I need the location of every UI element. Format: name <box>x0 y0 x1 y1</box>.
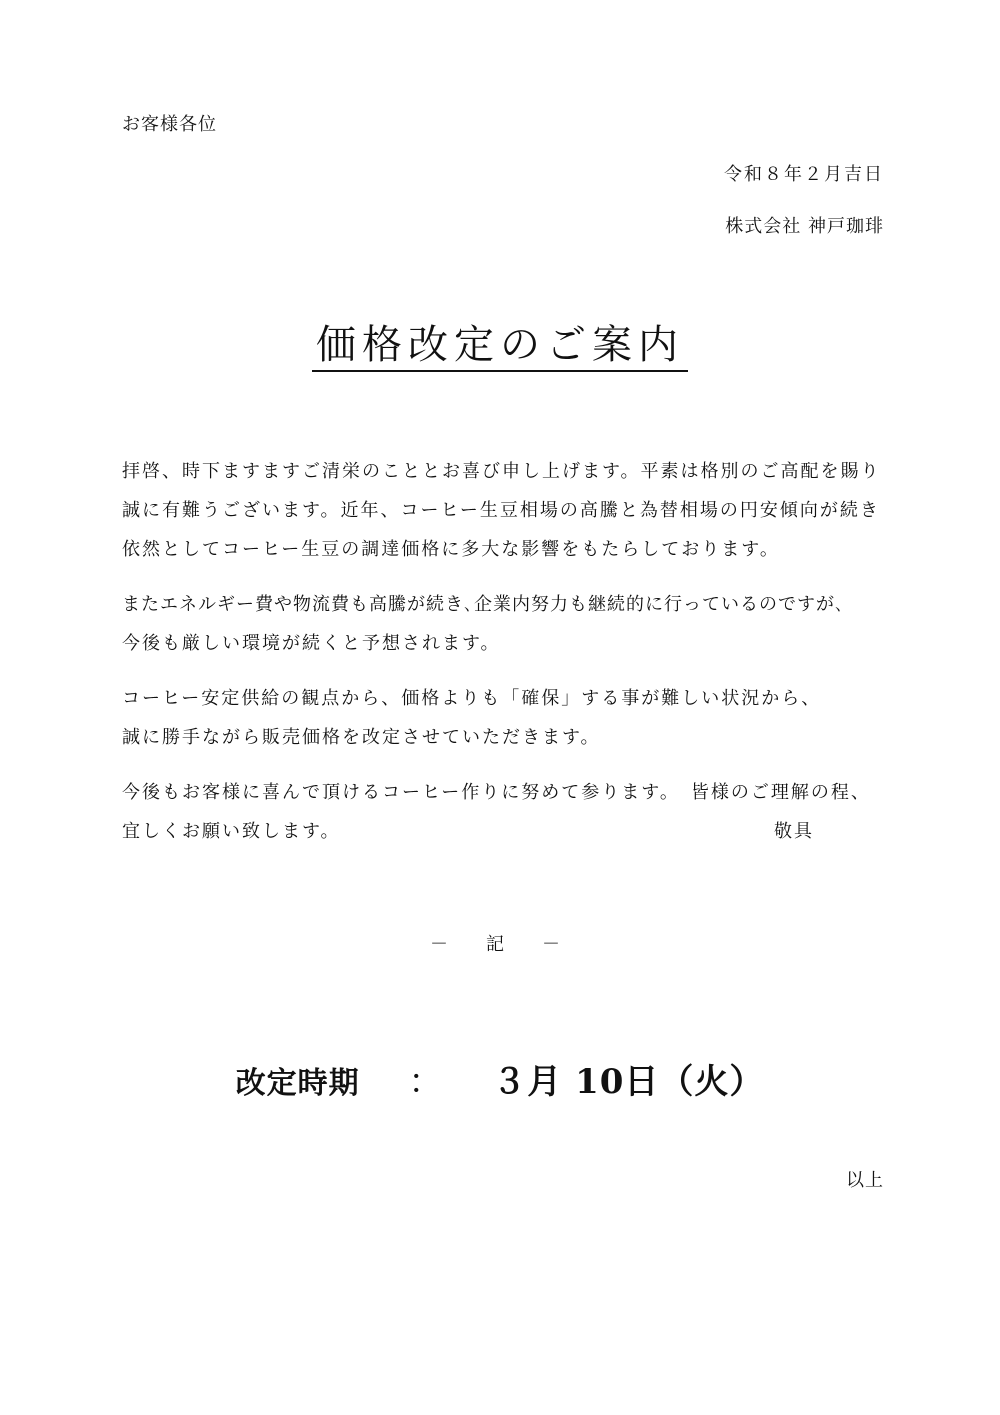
paragraph-costs <box>122 585 892 663</box>
paragraph-line: 依然としてコーヒー生豆の調達価格に多大な影響をもたらしております。 <box>122 539 780 560</box>
paragraph-line-text: 宜しくお願い致します。 <box>122 821 341 842</box>
paragraph-greeting <box>122 452 892 569</box>
document-title <box>0 322 1000 372</box>
paragraph-line: 誠に有難うございます。近年、コーヒー生豆相場の高騰と為替相場の円安傾向が続き <box>122 500 880 521</box>
paragraph-line: 今後も厳しい環境が続くと予想されます。 <box>122 633 501 654</box>
paragraph-line: 誠に勝手ながら販売価格を改定させていただきます。 <box>122 727 601 748</box>
schedule-separator: ： <box>408 1062 444 1102</box>
paragraph-line: 拝啓、時下ますますご清栄のこととお喜び申し上げます。平素は格別のご高配を賜り <box>122 461 881 482</box>
revision-schedule <box>0 1054 1000 1103</box>
schedule-value: ３月 10日（火） <box>492 1062 765 1102</box>
ending-word: 以上 <box>846 1170 884 1191</box>
letter-body <box>122 452 892 867</box>
document-title-text: 価格改定のご案内 <box>312 322 688 372</box>
paragraph-line-with-closing <box>122 812 892 851</box>
schedule-label: 改定時期 <box>235 1066 360 1101</box>
ki-heading: － 記 － <box>430 934 570 955</box>
paragraph-line: コーヒー安定供給の観点から、価格よりも「確保」する事が難しい状況から、 <box>122 688 822 709</box>
issue-date: 令和８年２月吉日 <box>724 164 884 185</box>
company-name: 株式会社 神戸珈琲 <box>725 216 884 237</box>
closing-word: 敬具 <box>774 821 814 842</box>
paragraph-line: またエネルギー費や物流費も高騰が続き､企業内努力も継続的に行っているのですが､ <box>122 594 845 615</box>
addressee: お客様各位 <box>122 114 217 135</box>
paragraph-line: 今後もお客様に喜んで頂けるコーヒー作りに努めて参ります。 皆様のご理解の程、 <box>122 782 871 803</box>
paragraph-closing <box>122 773 892 851</box>
paragraph-revision <box>122 679 892 757</box>
